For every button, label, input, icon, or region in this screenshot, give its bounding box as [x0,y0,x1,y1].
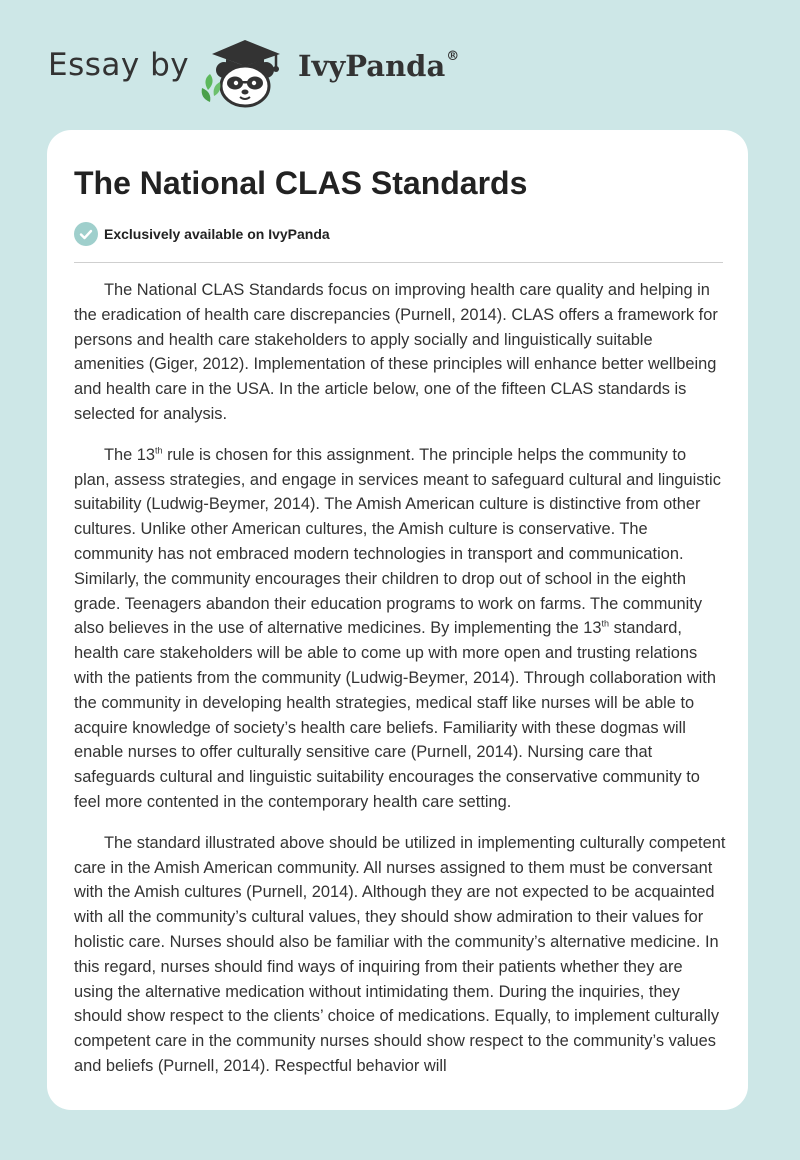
paragraph-2-part-a: The 13 [104,445,156,464]
divider [74,262,723,263]
paragraph-2-part-b: rule is chosen for this assignment. The principle helps the community to plan, assess strategies, and engage in services meant to safeguard cultural and linguistic suitability (Ludwig-Beymer, 2014). The Amish American culture is distinctive from other cultures. Unlike other American cultures, the Amish culture is conservative. The community has not embraced modern technologies in transport and communication. Similarly, the community encourages their children to drop out of school in the eighth grade. Teenagers abandon their education programs to work on farms. The community also believes in the use of alternative medicines. By implementing the 13 [74,445,721,638]
site-header [0,0,800,128]
check-circle-icon [74,222,98,246]
paragraph-3: The standard illustrated above should be utilized in implementing culturally competent care in the Amish American community. All nurses assigned to them must be conversant with the Amish cultures (Purnell, 2014). Although they are not expected to be acquainted with all the community’s cultural values, they should show admiration to their values for holistic care. Nurses should also be familiar with the community’s alternative medicine. In this regard, nurses should find ways of inquiring from their patients whether they are using the alternative medication without intimidating them. During the inquiries, they should show respect to the clients’ choice of medications. Equally, to implement culturally competent care in the community nurses should show respect to the community’s values and beliefs (Purnell, 2014). Respectful behavior will [74,833,726,1075]
essay-body [74,278,726,1095]
page-title: The National CLAS Standards [74,165,528,201]
ordinal-suffix: th [155,445,163,456]
panda-graduate-icon[interactable] [198,36,292,108]
paragraph-2 [74,443,726,815]
exclusive-badge [74,221,330,247]
paragraph-1: The National CLAS Standards focus on improving health care quality and helping in the eradication of health care discrepancies (Purnell, 2014). CLAS offers a framework for persons and health care stakeholders to apply socially and linguistically suitable amenities (Giger, 2012). Implementation of these principles will enhance better wellbeing and health care in the USA. In the article below, one of the fifteen CLAS standards is selected for analysis. [74,281,718,423]
brand-name-text: IvyPanda [298,49,446,83]
ordinal-suffix: th [601,618,610,629]
brand-prefix: Essay by [48,47,190,83]
exclusive-badge-text: Exclusively available on IvyPanda [104,226,330,242]
paragraph-2-part-c: standard, health care stakeholders will be able to come up with more open and trusting relations with the patients from the community (Ludwig-Beymer, 2014). Through collaboration with the community in developing health strategies, medical staff like nurses will be able to acquire knowledge of society’s health care beliefs. Familiarity with these dogmas will enable nurses to offer culturally sensitive care (Purnell, 2014). Nursing care that safeguards cultural and linguistic suitability encourages the conservative community to feel more contented in the contemporary health care setting. [74,619,716,811]
brand-name[interactable] [298,49,460,83]
essay-card [47,130,748,1110]
registered-mark: ® [446,49,460,64]
